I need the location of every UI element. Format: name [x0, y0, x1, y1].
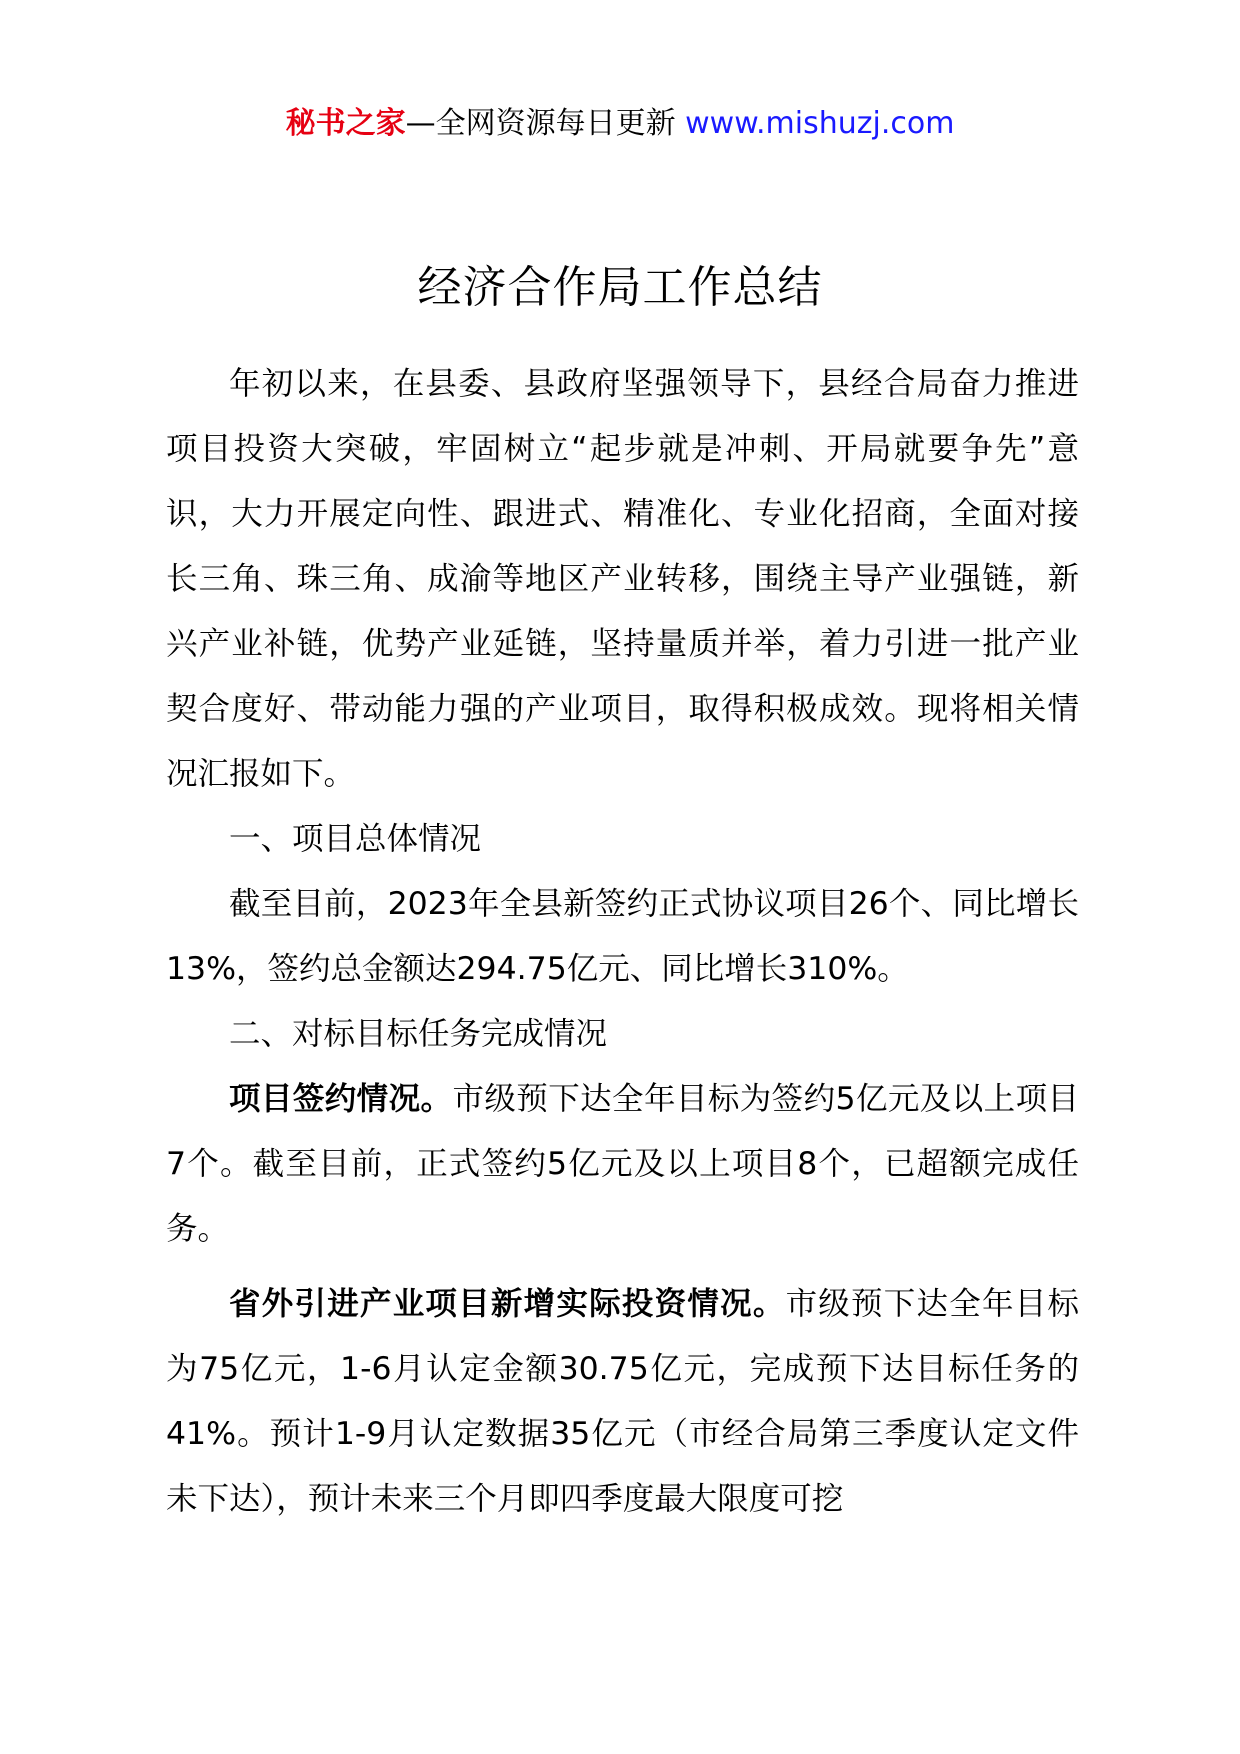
site-tagline: —全网资源每日更新	[405, 106, 676, 141]
site-header	[0, 98, 1240, 150]
signing-paragraph	[166, 1067, 1079, 1262]
document-body	[166, 352, 1079, 1532]
signing-text: 市级预下达全年目标为签约5亿元及以上项目7个。截至目前，正式签约5亿元及以上项目8个，已超额完成任务。	[166, 1081, 1079, 1247]
site-url[interactable]: www.mishuzj.com	[685, 106, 955, 141]
site-brand: 秘书之家	[285, 106, 406, 141]
section-1-paragraph: 截至目前，2023年全县新签约正式协议项目26个、同比增长13%，签约总金额达294.75亿元、同比增长310%。	[166, 886, 1079, 987]
investment-paragraph	[166, 1272, 1079, 1532]
section-2-heading: 二、对标目标任务完成情况	[229, 1016, 608, 1052]
intro-paragraph: 年初以来，在县委、县政府坚强领导下，县经合局奋力推进项目投资大突破，牢固树立“起步就是冲刺、开局就要争先”意识，大力开展定向性、跟进式、精准化、专业化招商，全面对接长三角、珠三角、成渝等地区产业转移，围绕主导产业强链，新兴产业补链，优势产业延链，坚持量质并举，着力引进一批产业契合度好、带动能力强的产业项目，取得积极成效。现将相关情况汇报如下。	[166, 366, 1079, 792]
section-1-heading: 一、项目总体情况	[229, 821, 482, 857]
signing-lead: 项目签约情况。	[229, 1081, 453, 1117]
document-title: 经济合作局工作总结	[417, 262, 823, 313]
investment-lead: 省外引进产业项目新增实际投资情况。	[229, 1286, 786, 1322]
investment-text: 市级预下达全年目标为75亿元，1-6月认定金额30.75亿元，完成预下达目标任务的41%。预计1-9月认定数据35亿元（市经合局第三季度认定文件未下达），预计未来三个月即四季度最大限度可挖	[166, 1286, 1079, 1517]
